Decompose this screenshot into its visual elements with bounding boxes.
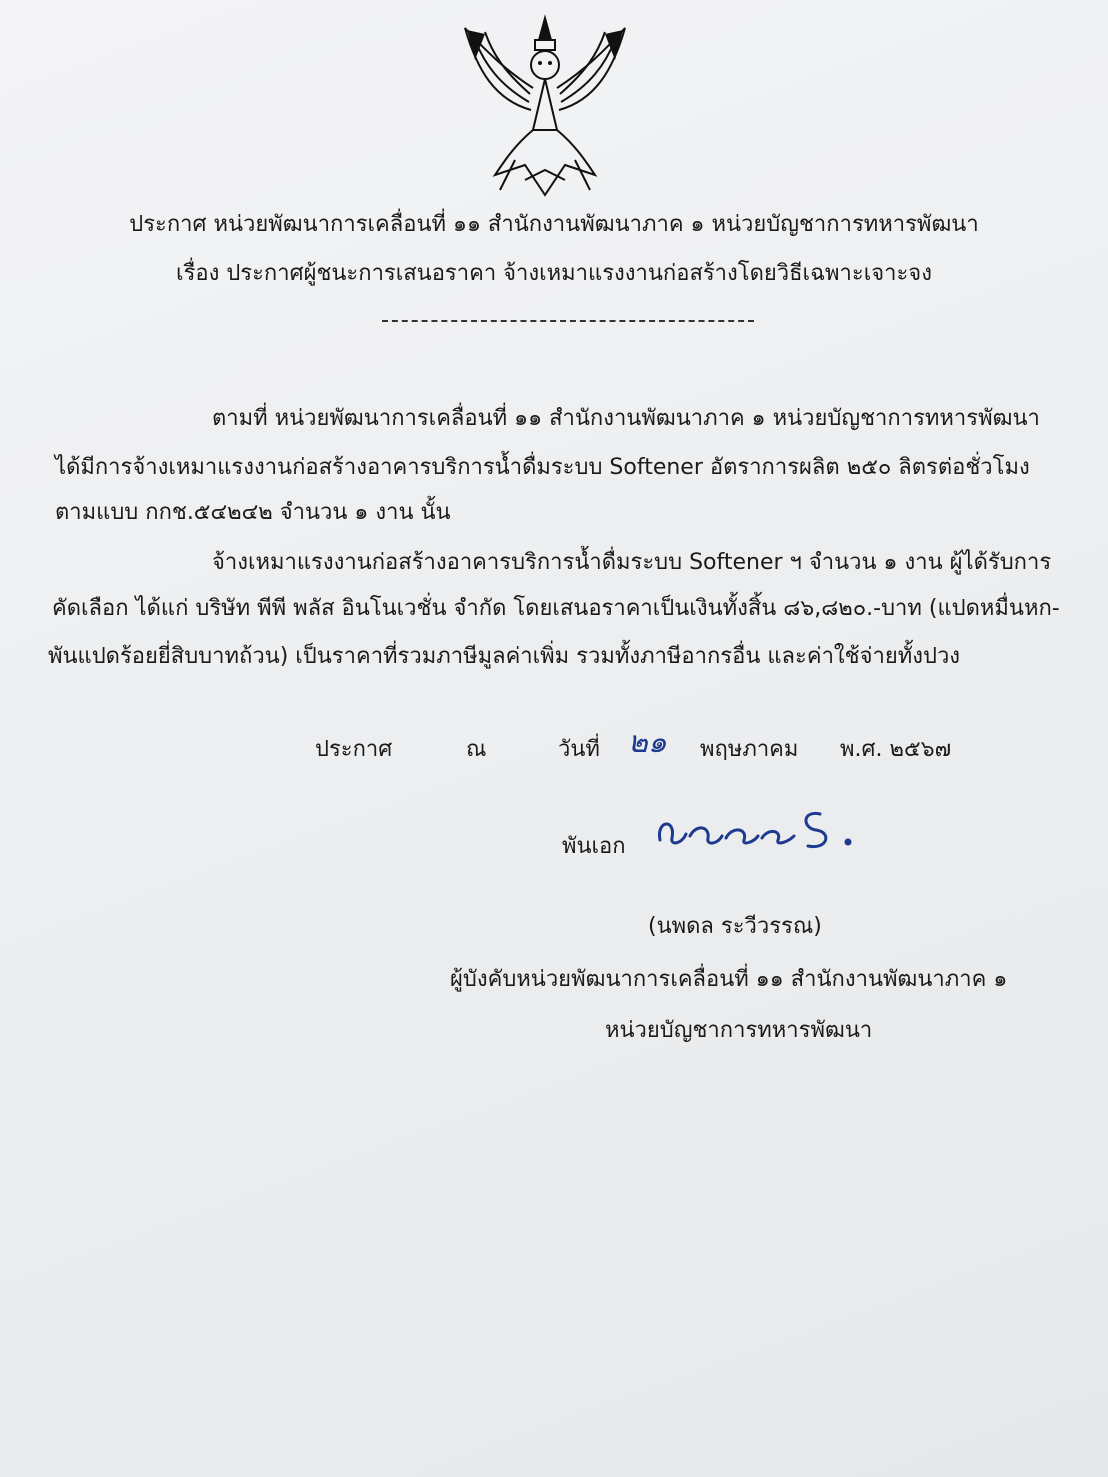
para2-line3: พันแปดร้อยยี่สิบบาทถ้วน) เป็นราคาที่รวมภาษีมูลค่าเพิ่ม รวมทั้งภาษีอากรอื่น และค่าใช้จ่ายทั้งปวง [48, 644, 961, 669]
title-divider [382, 320, 754, 322]
signer-rank: พันเอก [562, 834, 626, 859]
date-day-label: วันที่ [558, 737, 600, 762]
signer-position-line1: ผู้บังคับหน่วยพัฒนาการเคลื่อนที่ ๑๑ สำนักงานพัฒนาภาค ๑ [450, 967, 1008, 992]
date-at-label: ณ [466, 737, 487, 762]
date-day-handwritten: ๒๑ [628, 725, 667, 760]
garuda-emblem-icon [455, 10, 635, 202]
handwritten-signature-icon [652, 800, 862, 860]
para1-line2: ได้มีการจ้างเหมาแรงงานก่อสร้างอาคารบริการน้ำดื่มระบบ Softener อัตราการผลิต ๒๕๐ ลิตรต่อชั่วโมง [55, 455, 1030, 480]
para1-line3: ตามแบบ กกช.๕๔๒๔๒ จำนวน ๑ งาน นั้น [55, 500, 451, 525]
date-month: พฤษภาคม [700, 737, 799, 762]
date-announce-label: ประกาศ [315, 737, 393, 762]
signer-position-line2: หน่วยบัญชาการทหารพัฒนา [605, 1018, 873, 1043]
announcement-subject: เรื่อง ประกาศผู้ชนะการเสนอราคา จ้างเหมาแรงงานก่อสร้างโดยวิธีเฉพาะเจาะจง [176, 261, 932, 286]
date-year: พ.ศ. ๒๕๖๗ [840, 737, 952, 762]
announcement-title: ประกาศ หน่วยพัฒนาการเคลื่อนที่ ๑๑ สำนักงานพัฒนาภาค ๑ หน่วยบัญชาการทหารพัฒนา [129, 212, 979, 237]
para2-line1: จ้างเหมาแรงงานก่อสร้างอาคารบริการน้ำดื่มระบบ Softener ฯ จำนวน ๑ งาน ผู้ได้รับการ [212, 550, 1052, 575]
signer-name: (นพดล ระวีวรรณ) [648, 914, 822, 939]
para1-line1: ตามที่ หน่วยพัฒนาการเคลื่อนที่ ๑๑ สำนักงานพัฒนาภาค ๑ หน่วยบัญชาการทหารพัฒนา [212, 406, 1040, 431]
para2-line2: คัดเลือก ได้แก่ บริษัท พีพี พลัส อินโนเวชั่น จำกัด โดยเสนอราคาเป็นเงินทั้งสิ้น ๘๖,๘๒๐.-บาท (แปดหมื่นหก- [52, 596, 1060, 621]
